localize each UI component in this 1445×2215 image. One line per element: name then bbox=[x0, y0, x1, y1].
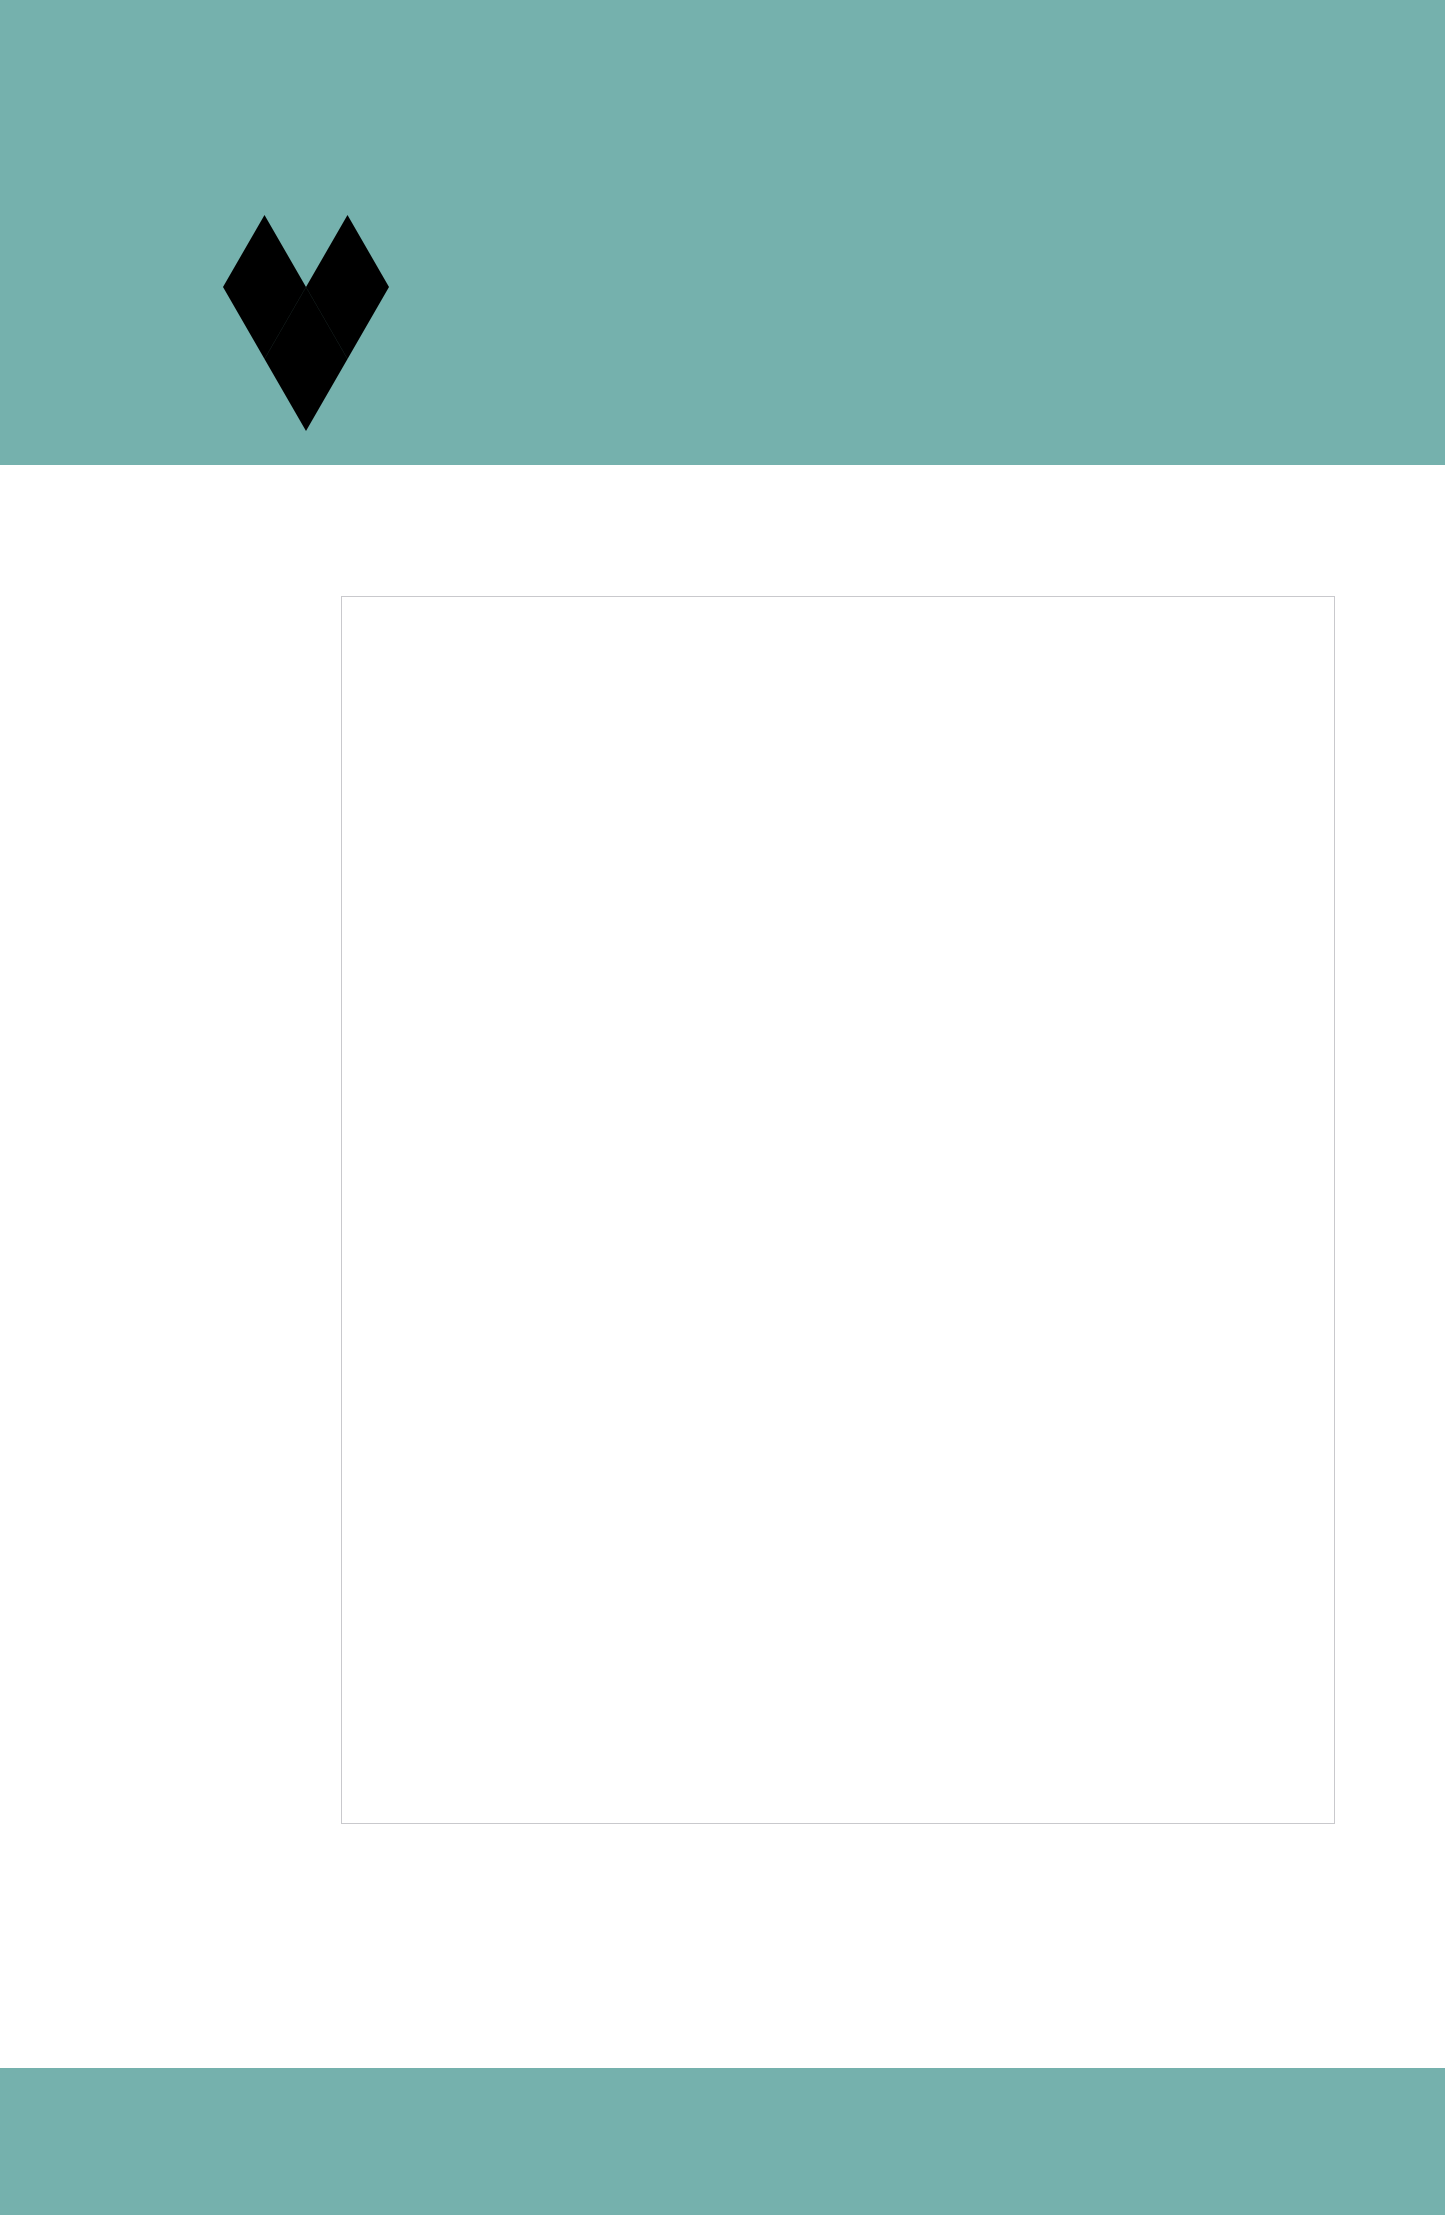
footer-band bbox=[0, 2068, 1445, 2215]
heart-diamonds-logo bbox=[223, 215, 389, 431]
header-band bbox=[0, 0, 1445, 465]
section-label-material-requirements bbox=[202, 493, 272, 833]
column-header-twin bbox=[837, 506, 1085, 521]
material-requirements-table bbox=[341, 596, 1335, 1824]
column-header-queen bbox=[1085, 506, 1333, 521]
upc-barcode bbox=[1125, 1833, 1375, 2018]
column-header-throw bbox=[589, 506, 837, 521]
size-column-headers bbox=[341, 506, 1333, 521]
column-header-baby bbox=[341, 506, 589, 521]
